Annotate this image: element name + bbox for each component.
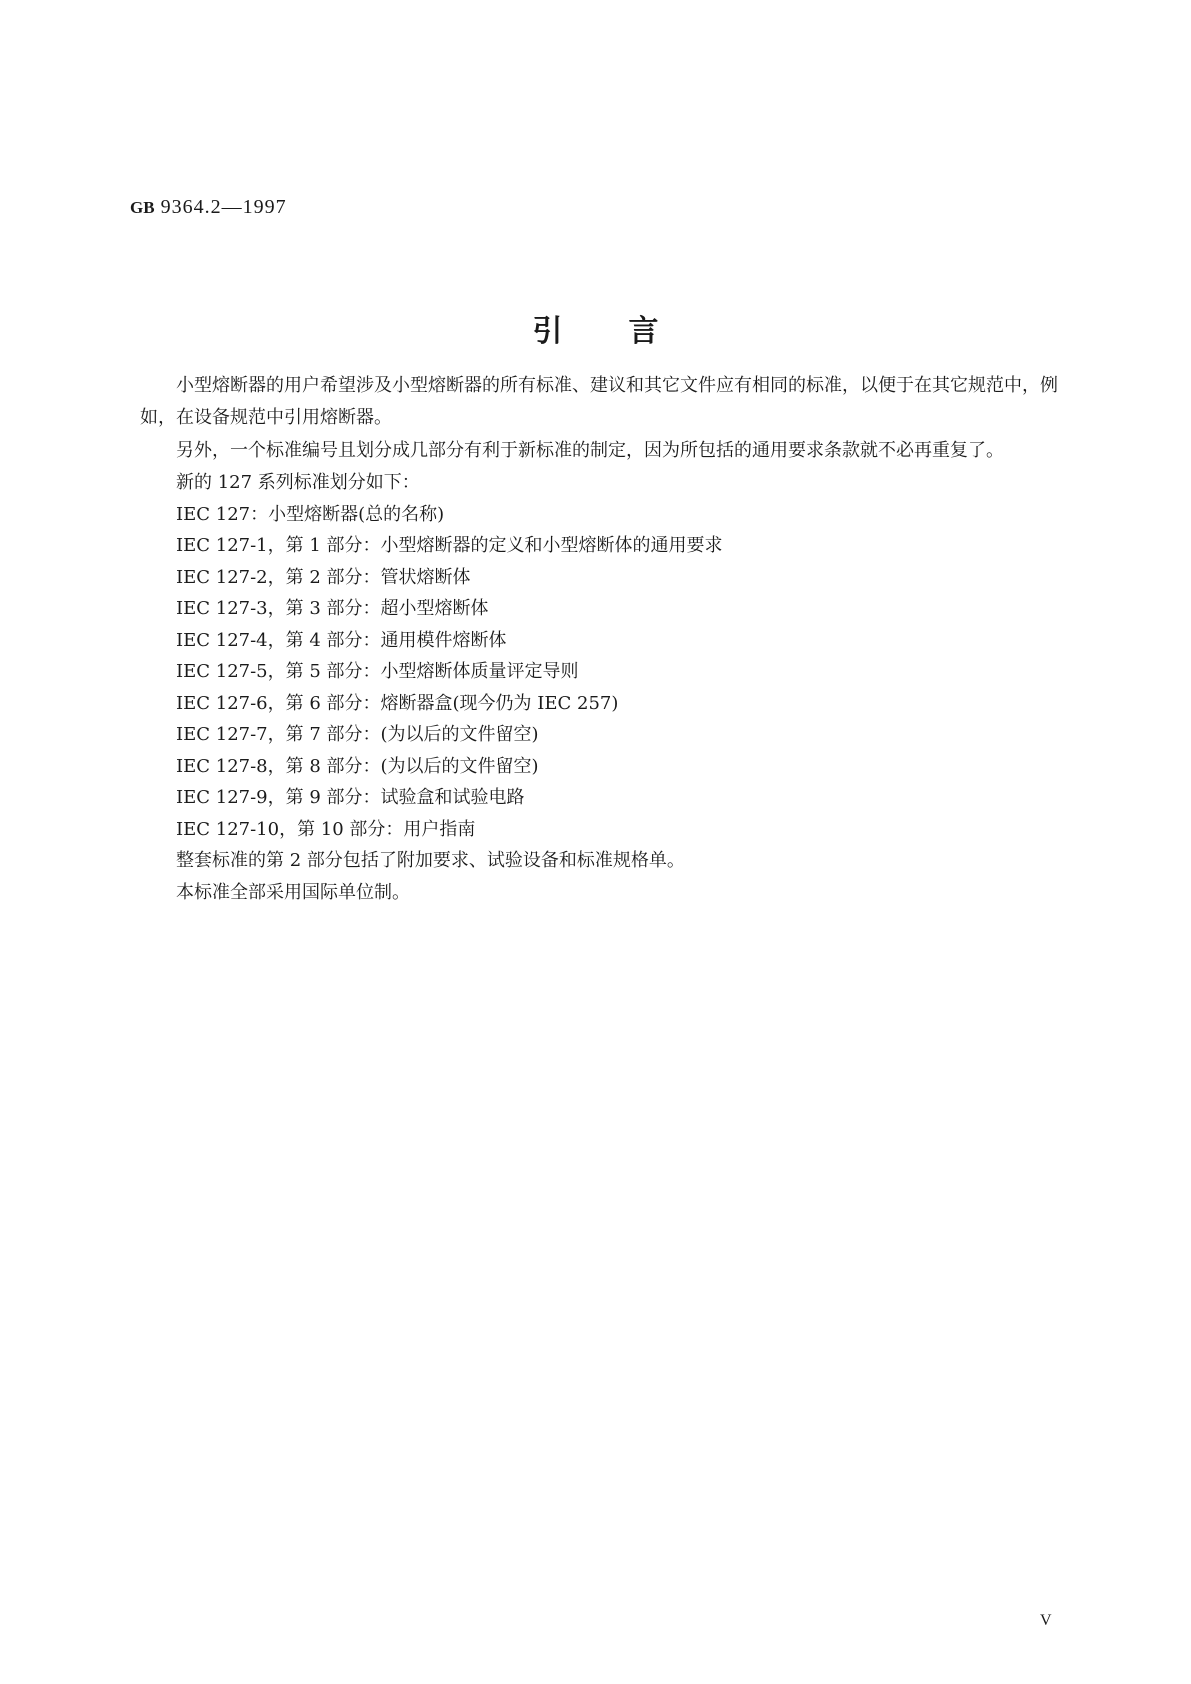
- page-title: 引言: [532, 314, 725, 349]
- document-body: [140, 370, 1058, 908]
- list-item: IEC 127-4，第 4 部分：通用模件熔断体: [176, 629, 507, 651]
- standard-code: [130, 196, 287, 219]
- closing-line: 整套标准的第 2 部分包括了附加要求、试验设备和标准规格单。: [176, 850, 685, 871]
- list-item: IEC 127-3，第 3 部分：超小型熔断体: [176, 598, 489, 619]
- standard-prefix: GB: [130, 198, 155, 217]
- list-item: IEC 127-8，第 8 部分：(为以后的文件留空): [176, 755, 539, 777]
- series-intro: 新的 127 系列标准划分如下：: [176, 472, 420, 493]
- list-item: IEC 127：小型熔断器(总的名称): [176, 503, 445, 525]
- paragraph: 小型熔断器的用户希望涉及小型熔断器的所有标准、建议和其它文件应有相同的标准，以便于在其它规范中，例如，在设备规范中引用熔断器。: [140, 375, 1058, 428]
- list-item: IEC 127-6，第 6 部分：熔断器盒(现今仍为 IEC 257): [176, 692, 619, 714]
- list-item: IEC 127-7，第 7 部分：(为以后的文件留空): [176, 724, 539, 745]
- closing-line: 本标准全部采用国际单位制。: [176, 881, 410, 903]
- list-item: IEC 127-10，第 10 部分：用户指南: [176, 818, 476, 840]
- paragraph: 另外，一个标准编号且划分成几部分有利于新标准的制定，因为所包括的通用要求条款就不必再重复了。: [176, 440, 1004, 461]
- list-item: IEC 127-9，第 9 部分：试验盒和试验电路: [176, 787, 525, 808]
- list-item: IEC 127-1，第 1 部分：小型熔断器的定义和小型熔断体的通用要求: [176, 535, 723, 556]
- list-item: IEC 127-2，第 2 部分：管状熔断体: [176, 566, 471, 588]
- list-item: IEC 127-5，第 5 部分：小型熔断体质量评定导则: [176, 661, 579, 682]
- page-number: V: [1040, 1612, 1052, 1629]
- standard-number: 9364.2—1997: [160, 196, 287, 218]
